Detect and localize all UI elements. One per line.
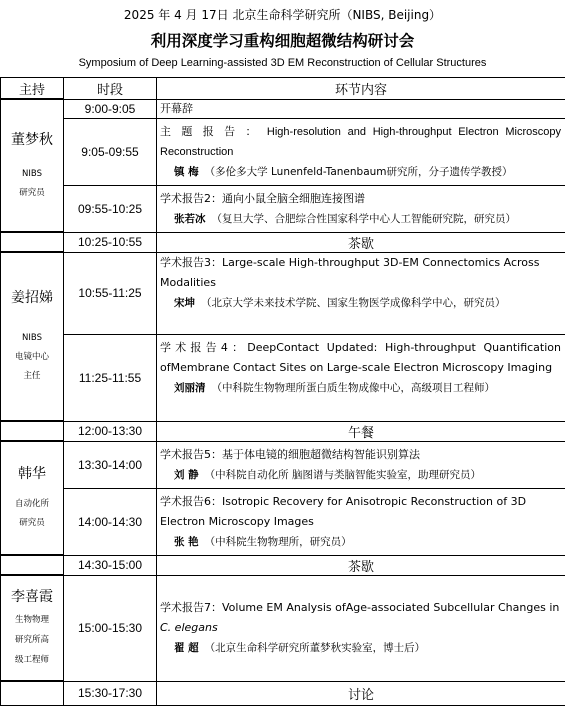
table-header-row — [1, 78, 565, 100]
col-header-host: 主持 — [1, 78, 64, 100]
table-row — [1, 252, 565, 334]
col-header-time: 时段 — [64, 78, 157, 100]
speaker-affiliation: （多伦多大学 Lunenfeld-Tanenbaum研究所，分子遗传学教授） — [205, 166, 513, 178]
session-content: 学术报告5：基于体电镜的细胞超微结构智能识别算法 刘 静 （中科院自动化所 脑图谱与类脑智能实验室，助理研究员） — [157, 441, 565, 488]
time-slot: 14:00-14:30 — [64, 488, 157, 555]
session-content: 学术报告7：Volume EM Analysis ofAge-associated Subcellular Changes in C. elegans 翟 超 （北京生命科学研究所董梦秋实验室，博士后） — [157, 575, 565, 681]
time-slot: 13:30-14:00 — [64, 441, 157, 488]
speaker-affiliation: （中科院生物物理所蛋白质生物成像中心，高级项目工程师） — [212, 382, 496, 394]
time-slot: 11:25-11:55 — [64, 334, 157, 421]
break-label: 讨论 — [157, 681, 565, 705]
host-name: 李喜霞 — [1, 586, 63, 606]
time-slot: 15:00-15:30 — [64, 575, 157, 681]
host-title: NIBS 研究员 — [1, 165, 63, 203]
table-row — [1, 441, 565, 488]
schedule-table — [0, 77, 565, 706]
host-name: 韩华 — [1, 463, 63, 483]
speaker-affiliation: （中科院自动化所 脑图谱与类脑智能实验室，助理研究员） — [205, 469, 481, 481]
speaker-name: 镇 梅 — [174, 166, 199, 178]
event-title: 利用深度学习重构细胞超微结构研讨会 — [0, 29, 565, 51]
speaker-affiliation: （北京大学未来技术学院、国家生物医学成像科学中心，研究员） — [201, 297, 506, 309]
time-slot: 9:00-9:05 — [64, 99, 157, 118]
table-row — [1, 421, 565, 441]
host-title: NIBS 电镜中心 主任 — [1, 329, 63, 386]
table-row — [1, 681, 565, 705]
speaker-name: 张若冰 — [174, 213, 206, 225]
time-slot: 10:25-10:55 — [64, 232, 157, 252]
time-slot: 10:55-11:25 — [64, 252, 157, 334]
time-slot: 14:30-15:00 — [64, 555, 157, 575]
speaker-affiliation: （复旦大学、合肥综合性国家科学中心人工智能研究院，研究员） — [212, 213, 517, 225]
col-header-content: 环节内容 — [157, 78, 565, 100]
table-row — [1, 232, 565, 252]
break-label: 茶歇 — [157, 555, 565, 575]
host-cell — [1, 575, 64, 681]
host-name: 董梦秋 — [1, 129, 63, 149]
break-label: 午餐 — [157, 421, 565, 441]
host-cell — [1, 252, 64, 421]
time-slot: 09:55-10:25 — [64, 185, 157, 232]
session-content: 开幕辞 — [157, 99, 565, 118]
time-slot: 12:00-13:30 — [64, 421, 157, 441]
host-cell — [1, 99, 64, 232]
time-slot: 15:30-17:30 — [64, 681, 157, 705]
break-label: 茶歇 — [157, 232, 565, 252]
session-content: 学术报告4：DeepContact Updated: High-throughput Quantification ofMembrane Contact Sites on Large-scale Electron Microscopy Imaging 刘丽清 （中科院生物物理所蛋白质生物成像中心，高级项目工程师） — [157, 334, 565, 421]
speaker-name: 刘丽清 — [174, 382, 206, 394]
speaker-name: 宋坤 — [174, 297, 195, 309]
host-cell — [1, 441, 64, 555]
event-subtitle: Symposium of Deep Learning-assisted 3D EM Reconstruction of Cellular Structures — [0, 57, 565, 69]
host-title: 生物物理 研究所高 级工程师 — [1, 610, 63, 670]
speaker-name: 刘 静 — [174, 469, 199, 481]
session-content: 学术报告2：通向小鼠全脑全细胞连接图谱 张若冰 （复旦大学、合肥综合性国家科学中心人工智能研究院，研究员） — [157, 185, 565, 232]
time-slot: 9:05-09:55 — [64, 118, 157, 185]
host-name: 姜招娣 — [1, 287, 63, 307]
table-row — [1, 334, 565, 421]
table-row — [1, 575, 565, 681]
table-row — [1, 488, 565, 555]
speaker-affiliation: （中科院生物物理所，研究员） — [205, 536, 352, 548]
session-content: 学术报告6：Isotropic Recovery for Anisotropic Reconstruction of 3D Electron Microscopy Images 张 艳 （中科院生物物理所，研究员） — [157, 488, 565, 555]
table-row — [1, 99, 565, 118]
event-date-location: 2025 年 4 月 17日 北京生命科学研究所（NIBS, Beijing） — [0, 6, 565, 23]
session-content: 学术报告3：Large-scale High-throughput 3D-EM Connectomics Across Modalities 宋坤 （北京大学未来技术学院、国家生物医学成像科学中心，研究员） — [157, 252, 565, 334]
speaker-name: 张 艳 — [174, 536, 199, 548]
table-row — [1, 555, 565, 575]
host-title: 自动化所 研究员 — [1, 495, 63, 533]
table-row — [1, 185, 565, 232]
speaker-affiliation: （北京生命科学研究所董梦秋实验室，博士后） — [205, 642, 426, 654]
table-row — [1, 118, 565, 185]
speaker-name: 翟 超 — [174, 642, 199, 654]
session-content: 主 题 报 告 ： High-resolution and High-throughput Electron Microscopy Reconstruction 镇 梅 （多伦多大学 Lunenfeld-Tanenbaum研究所，分子遗传学教授） — [157, 118, 565, 185]
